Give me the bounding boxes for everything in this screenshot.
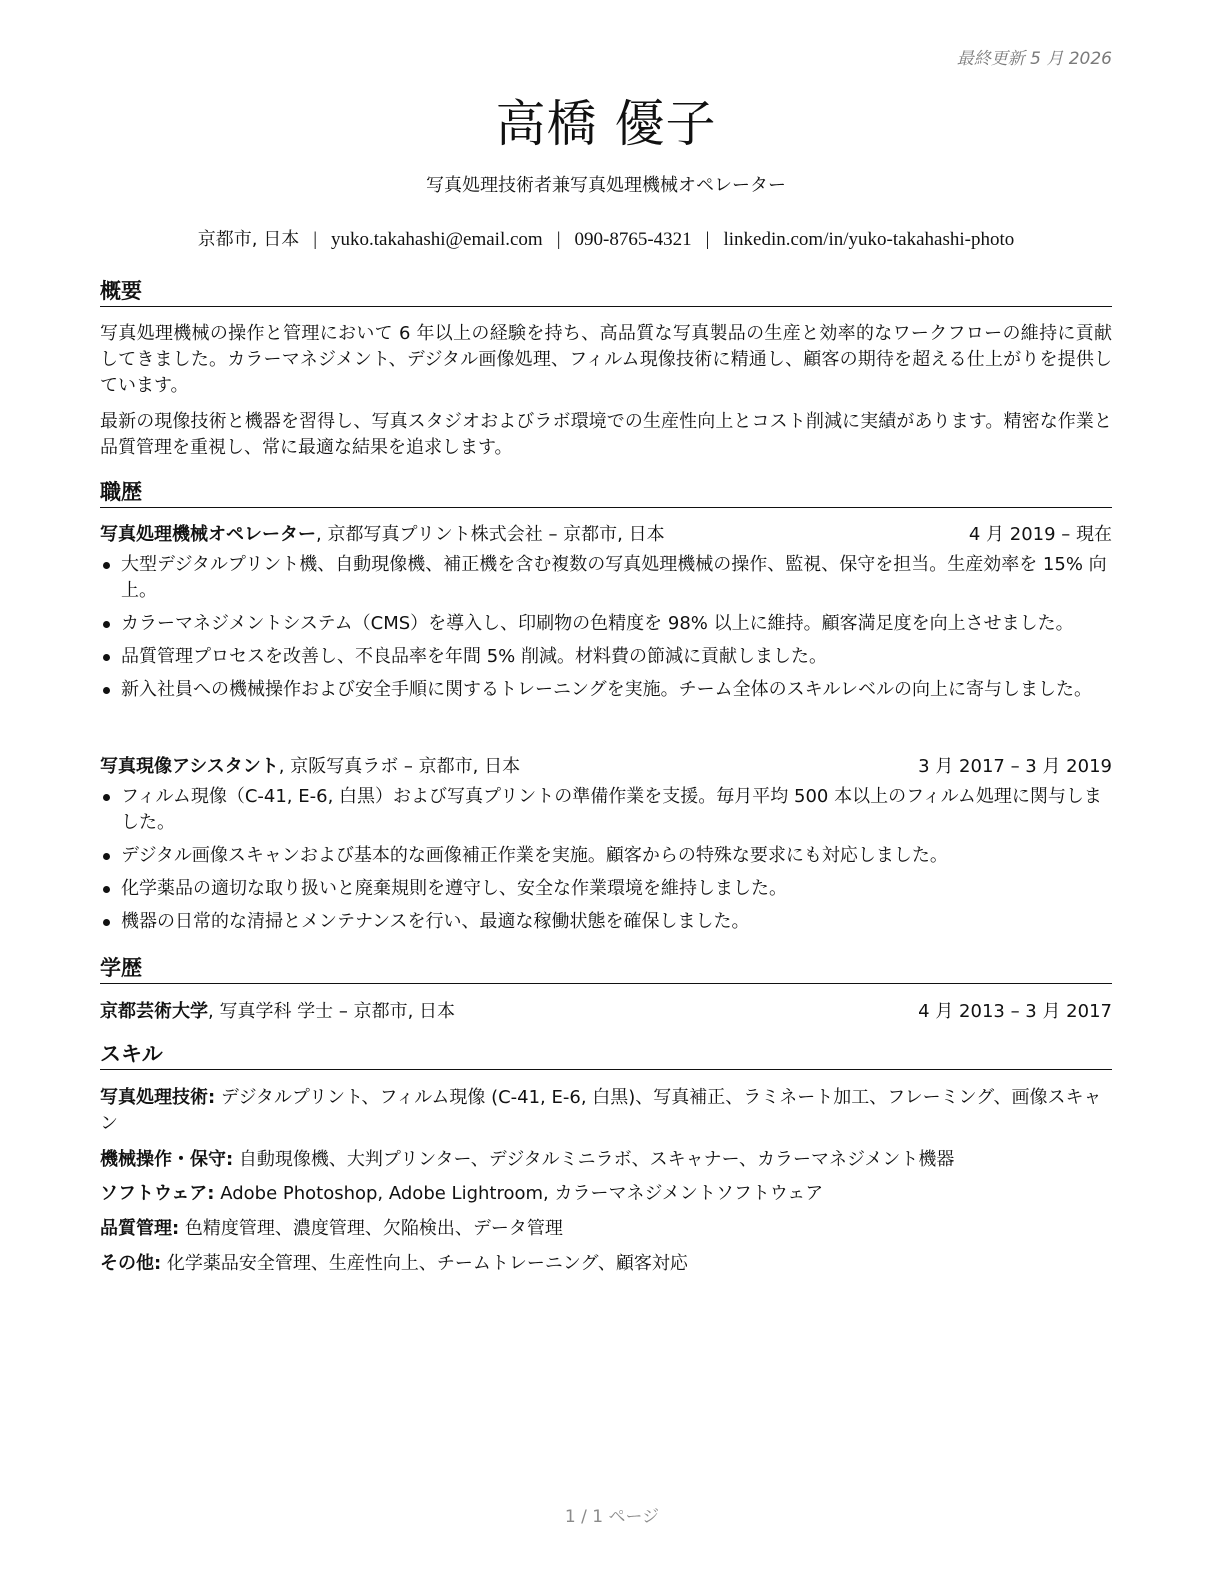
skill-row: [100, 1216, 1112, 1242]
skill-value: Adobe Photoshop, Adobe Lightroom, カラーマネジメントソフトウェア: [214, 1183, 824, 1204]
list-item: [100, 876, 1112, 902]
bullet-dot: [103, 562, 110, 569]
bullet-dot: [103, 687, 110, 694]
job-bullets: [100, 552, 1112, 710]
skill-value: 自動現像機、大判プリンター、デジタルミニラボ、スキャナー、カラーマネジメント機器: [233, 1149, 955, 1170]
contact-separator: |: [556, 229, 561, 250]
bullet-text: 大型デジタルプリント機、自動現像機、補正機を含む複数の写真処理機械の操作、監視、保守を担当。生産効率を 15% 向上。: [121, 554, 1107, 601]
job-dates: 3 月 2017 – 3 月 2019: [918, 756, 1112, 777]
job-bullets: [100, 784, 1112, 942]
skill-label: その他:: [100, 1253, 162, 1274]
bullet-text: デジタル画像スキャンおよび基本的な画像補正作業を実施。顧客からの特殊な要求にも対応しました。: [121, 845, 948, 866]
skill-label: 写真処理技術:: [100, 1087, 216, 1108]
list-item: [100, 611, 1112, 637]
bullet-dot: [103, 794, 110, 801]
skill-label: ソフトウェア:: [100, 1183, 215, 1204]
bullet-dot: [103, 919, 110, 926]
skill-row: [100, 1085, 1112, 1137]
skill-label: 品質管理:: [100, 1218, 180, 1239]
bullet-text: 化学薬品の適切な取り扱いと廃棄規則を遵守し、安全な作業環境を維持しました。: [121, 878, 787, 899]
job-dates: 4 月 2019 – 現在: [968, 524, 1112, 545]
contact-linkedin[interactable]: linkedin.com/in/yuko-takahashi-photo: [723, 229, 1015, 250]
skill-value: 色精度管理、濃度管理、欠陥検出、データ管理: [179, 1218, 563, 1239]
person-name: 高橋 優子: [495, 95, 717, 153]
list-item: [100, 784, 1112, 836]
skill-row: [100, 1147, 1112, 1173]
section-title-skills: スキル: [100, 1041, 1112, 1070]
bullet-text: 品質管理プロセスを改善し、不良品率を年間 5% 削減。材料費の節減に貢献しました。: [121, 646, 827, 667]
job-header: [100, 523, 1112, 547]
job-org: , 京阪写真ラボ – 京都市, 日本: [278, 756, 521, 777]
contact-phone[interactable]: 090-8765-4321: [574, 229, 692, 250]
education-detail: , 写真学科 学士 – 京都市, 日本: [208, 1001, 456, 1022]
list-item: [100, 677, 1112, 703]
section-title-experience: 職歴: [100, 479, 1112, 508]
job-header: [100, 755, 1112, 779]
skill-value: 化学薬品安全管理、生産性向上、チームトレーニング、顧客対応: [161, 1253, 688, 1274]
section-title-summary: 概要: [100, 278, 1112, 307]
contact-email[interactable]: yuko.takahashi@email.com: [331, 229, 543, 250]
bullet-dot: [103, 853, 110, 860]
job-org: , 京都写真プリント株式会社 – 京都市, 日本: [316, 524, 665, 545]
school-name: 京都芸術大学: [100, 1001, 208, 1022]
bullet-dot: [103, 654, 110, 661]
contact-separator: |: [313, 229, 318, 250]
list-item: [100, 843, 1112, 869]
skill-row: [100, 1181, 1112, 1207]
last-updated: 最終更新 5 月 2026: [956, 49, 1112, 69]
contact-separator: |: [705, 229, 710, 250]
list-item: [100, 909, 1112, 935]
bullet-text: フィルム現像（C-41, E-6, 白黒）および写真プリントの準備作業を支援。毎月平均 500 本以上のフィルム処理に関与しました。: [121, 786, 1102, 833]
headline: 写真処理技術者兼写真処理機械オペレーター: [426, 175, 786, 196]
skill-row: [100, 1251, 1112, 1277]
contact-location: 京都市, 日本: [197, 229, 300, 250]
skill-label: 機械操作・保守:: [100, 1149, 234, 1170]
section-title-education: 学歴: [100, 955, 1112, 984]
bullet-text: カラーマネジメントシステム（CMS）を導入し、印刷物の色精度を 98% 以上に維持。顧客満足度を向上させました。: [121, 613, 1074, 634]
bullet-dot: [103, 886, 110, 893]
page-number: 1 / 1 ページ: [564, 1507, 660, 1527]
job-title: 写真処理機械オペレーター: [100, 524, 316, 545]
education-dates: 4 月 2013 – 3 月 2017: [918, 1001, 1112, 1022]
bullet-text: 機器の日常的な清掃とメンテナンスを行い、最適な稼働状態を確保しました。: [121, 911, 750, 932]
list-item: [100, 552, 1112, 604]
summary-paragraph: 写真処理機械の操作と管理において 6 年以上の経験を持ち、高品質な写真製品の生産と効率的なワークフローの維持に貢献してきました。カラーマネジメント、デジタル画像処理、フィルム現像技術に精通し、顧客の期待を超える仕上がりを提供しています。: [100, 323, 1112, 396]
summary-paragraph: 最新の現像技術と機器を習得し、写真スタジオおよびラボ環境での生産性向上とコスト削減に実績があります。精密な作業と品質管理を重視し、常に最適な結果を追求します。: [100, 411, 1112, 458]
contact-line: [100, 225, 1112, 251]
education-entry: [100, 1000, 1112, 1024]
list-item: [100, 644, 1112, 670]
bullet-dot: [103, 621, 110, 628]
bullet-text: 新入社員への機械操作および安全手順に関するトレーニングを実施。チーム全体のスキルレベルの向上に寄与しました。: [121, 679, 1093, 700]
job-title: 写真現像アシスタント: [100, 756, 279, 777]
skill-value: デジタルプリント、フィルム現像 (C-41, E-6, 白黒)、写真補正、ラミネート加工、フレーミング、画像スキャン: [100, 1087, 1102, 1134]
